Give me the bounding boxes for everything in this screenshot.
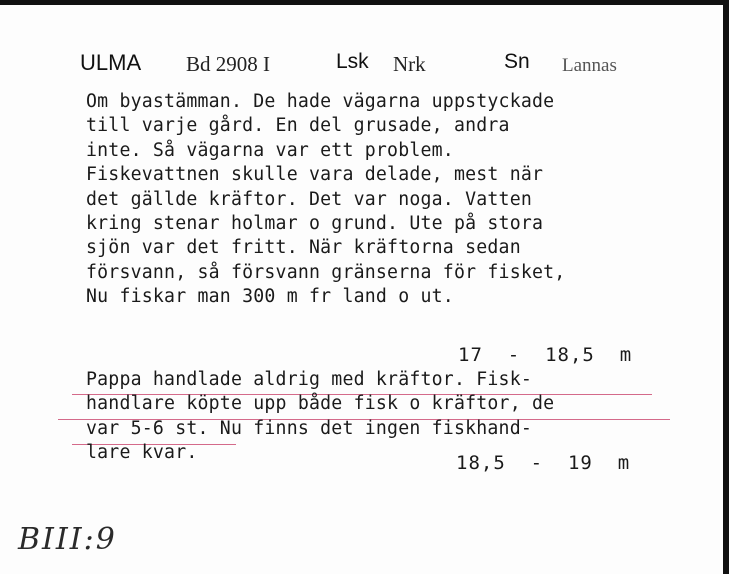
paragraph-2 [86,368,706,466]
card-top-edge [0,0,729,5]
text-line: var 5-6 st. Nu finns det ingen fiskhand- [86,417,532,439]
text-line: lare kvar. [86,442,198,464]
district-code: Nrk [393,52,426,76]
parish-name: ULMA [80,50,142,75]
text-line: försvann, så försvann gränserna för fisket, [86,261,566,283]
distance-measure-2: 18,5 - 19 m [456,452,631,474]
sn-label: Sn [504,50,530,73]
parish-label: Lannas [562,55,617,76]
volume-number: Bd 2908 I [186,52,270,76]
text-line: kring stenar holmar o grund. Ute på stora [86,212,544,234]
text-line: Nu fiskar man 300 m fr land o ut. [86,286,454,308]
text-line: Om byastämman. De hade vägarna uppstyckade [86,91,555,112]
text-line: Pappa handlade aldrig med kräftor. Fisk- [86,369,532,390]
text-line: det gällde kräftor. Det var noga. Vatten [86,188,532,210]
text-line: handlare köpte upp både fisk o kräftor, de [86,393,555,415]
county-code: Lsk [336,50,369,73]
card-right-edge [723,0,729,574]
text-line: Fiskevattnen skulle vara delade, mest när [86,164,544,186]
distance-measure-1: 17 - 18,5 m [458,344,633,366]
text-line: inte. Så vägarna var ett problem. [86,139,454,161]
text-line: till varje gård. En del grusade, andra [86,115,510,137]
archive-mark: BIII:9 [18,522,117,557]
text-line: sjön var det fritt. När kräftorna sedan [86,237,521,259]
paragraph-1 [86,90,706,310]
card-header [0,50,729,84]
